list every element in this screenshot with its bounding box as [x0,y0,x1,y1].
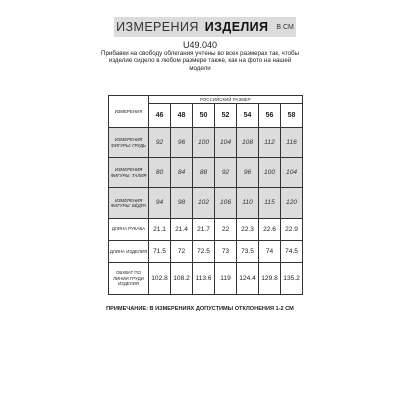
cell-value: 92 [149,128,171,158]
cell-value: 104 [281,158,303,188]
cell-value: 110 [237,188,259,218]
row-hips [109,188,303,218]
cell-value: 72 [171,240,193,262]
size-header: 46 [149,104,171,128]
title-word-measurements: ИЗМЕРЕНИЯ [116,20,199,34]
row-chest [109,128,303,158]
row-label-chest: ИЗМЕРЕНИЯ ФИГУРЫ: ГРУДЬ [109,128,149,158]
row-chest-circumference [109,262,303,294]
cell-value: 96 [171,128,193,158]
cell-value: 102.8 [149,262,171,294]
size-header: 56 [259,104,281,128]
row-label-waist: ИЗМЕРЕНИЯ ФИГУРЫ: ТАЛИЯ [109,158,149,188]
row-sleeve-length [109,218,303,240]
cell-value: 119 [215,262,237,294]
cell-value: 124.4 [237,262,259,294]
cell-value: 22.9 [281,218,303,240]
cell-value: 21.4 [171,218,193,240]
cell-value: 108 [237,128,259,158]
cell-value: 21.1 [149,218,171,240]
cell-value: 115 [259,188,281,218]
size-header: 52 [215,104,237,128]
corner-cell: ИЗМЕРЕНИЯ [109,96,149,128]
cell-value: 98 [171,188,193,218]
cell-value: 108.2 [171,262,193,294]
cell-value: 21.7 [193,218,215,240]
cell-value: 71.5 [149,240,171,262]
row-label-hips: ИЗМЕРЕНИЯ ФИГУРЫ: БЁДРА [109,188,149,218]
cell-value: 129.8 [259,262,281,294]
cell-value: 113.6 [193,262,215,294]
footnote: ПРИМЕЧАНИЕ: В ИЗМЕРЕНИЯХ ДОПУСТИМЫ ОТКЛОНЕНИЯ 1-2 СМ [106,306,294,312]
cell-value: 22 [215,218,237,240]
cell-value: 100 [259,158,281,188]
row-label-product-length: ДЛИНА ИЗДЕЛИЯ [109,240,149,262]
title-unit: В СМ [276,23,294,31]
cell-value: 74.5 [281,240,303,262]
cell-value: 72.5 [193,240,215,262]
size-header: 50 [193,104,215,128]
cell-value: 22.6 [259,218,281,240]
cell-value: 73.5 [237,240,259,262]
cell-value: 92 [215,158,237,188]
row-label-sleeve-length: ДЛИНА РУКАВА [109,218,149,240]
size-header: 54 [237,104,259,128]
size-caption: РОССИЙСКИЙ РАЗМЕР [149,96,303,104]
cell-value: 116 [281,128,303,158]
cell-value: 74 [259,240,281,262]
cell-value: 104 [215,128,237,158]
row-waist [109,158,303,188]
title-word-product: ИЗДЕЛИЯ [204,20,269,34]
cell-value: 84 [171,158,193,188]
article-number: U49.040 [182,40,218,50]
cell-value: 88 [193,158,215,188]
size-table [108,95,303,295]
cell-value: 135.2 [281,262,303,294]
row-label-chest-circumference: ОБХВАТ ПО ЛИНИИ ГРУДИ ИЗДЕЛИЯ [109,262,149,294]
cell-value: 22.3 [237,218,259,240]
cell-value: 112 [259,128,281,158]
cell-value: 96 [237,158,259,188]
cell-value: 106 [215,188,237,218]
cell-value: 94 [149,188,171,218]
size-header: 48 [171,104,193,128]
title-bar [114,17,296,37]
cell-value: 120 [281,188,303,218]
intro-text: Прибавки на свободу облегания учтены во всех размерах так, чтобы изделие сидело в любом размере также, как на фото на нашей модели [101,50,299,72]
size-caption-row [109,96,303,104]
cell-value: 102 [193,188,215,218]
cell-value: 73 [215,240,237,262]
size-header: 58 [281,104,303,128]
cell-value: 100 [193,128,215,158]
row-product-length [109,240,303,262]
cell-value: 80 [149,158,171,188]
